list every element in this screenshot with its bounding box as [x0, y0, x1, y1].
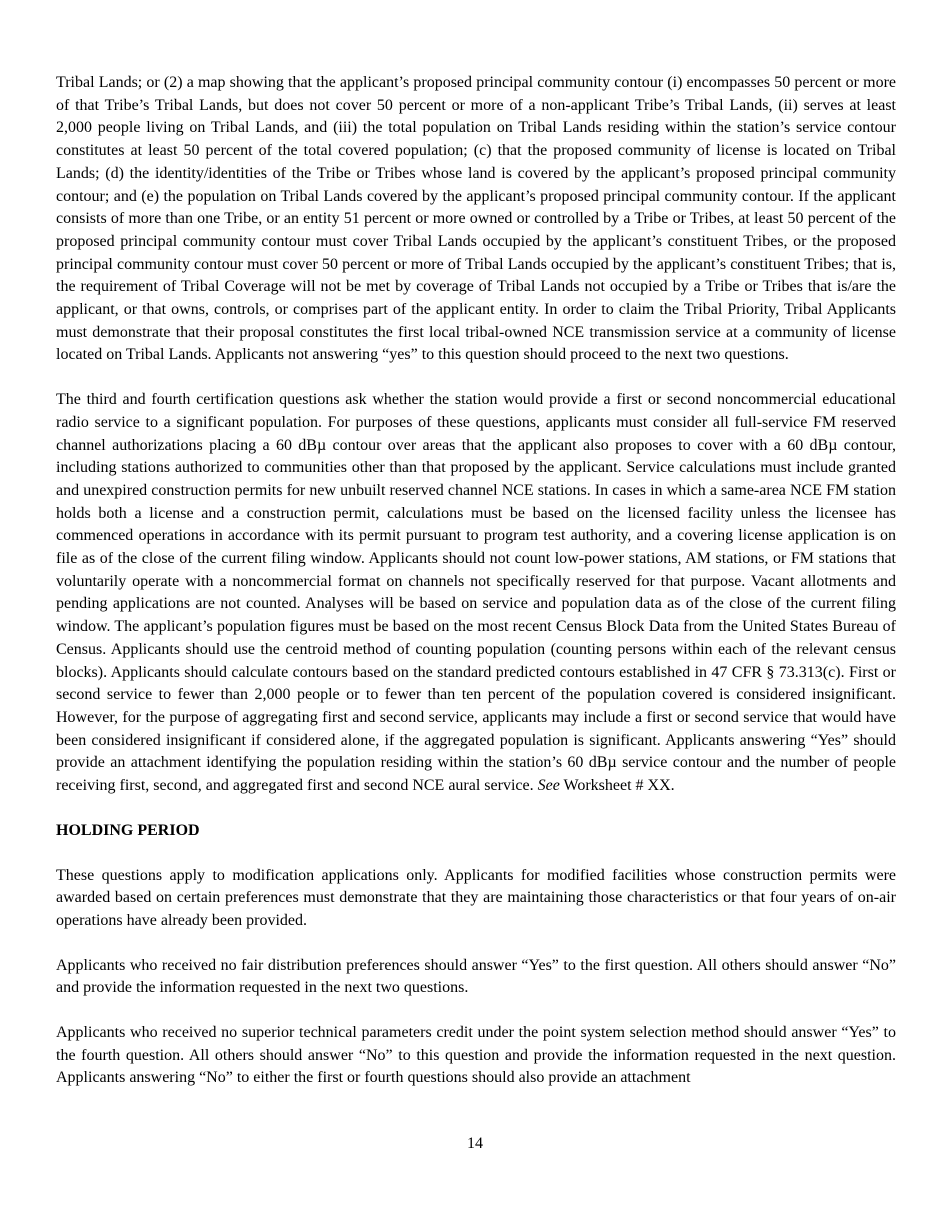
paragraph-tribal-lands: Tribal Lands; or (2) a map showing that the applicant’s proposed principal community contour (i) encompasses 50 percent or more of that Tribe’s Tribal Lands, but does not cover 50 percent or more of a non-applicant Tribe’s Tribal Lands, (ii) serves at least 2,000 people living on Tribal Lands, and (iii) the total population on Tribal Lands residing within the station’s service contour constitutes at least 50 percent of the total covered population; (c) that the proposed community of license is located on Tribal Lands; (d) the identity/identities of the Tribe or Tribes whose land is covered by the applicant’s proposed principal community contour; and (e) the population on Tribal Lands covered by the applicant’s proposed principal community contour. If the applicant consists of more than one Tribe, or an entity 51 percent or more owned or controlled by a Tribe or Tribes, at least 50 percent of the proposed principal community contour must cover Tribal Lands occupied by the applicant’s constituent Tribes, or the proposed principal community contour must cover 50 percent or more of Tribal Lands occupied by the applicant’s constituent Tribes; that is, the requirement of Tribal Coverage will not be met by coverage of Tribal Lands not occupied by a Tribe or Tribes that is/are the applicant, or that owns, controls, or comprises part of the applicant entity. In order to claim the Tribal Priority, Tribal Applicants must demonstrate that their proposal constitutes the first local tribal-owned NCE transmission service at a community of license located on Tribal Lands. Applicants not answering “yes” to this question should proceed to the next two questions. — [56, 74, 896, 364]
worksheet-reference: Worksheet # XX. — [559, 777, 675, 795]
paragraph-technical-parameters: Applicants who received no superior technical parameters credit under the point system selection method should answer “Yes” to the fourth question. All others should answer “No” to this question and provide the information requested in the next question. Applicants answering “No” to either the first or fourth questions should also provide an attachment — [56, 1024, 896, 1087]
document-page — [56, 72, 896, 1112]
paragraph-modification-applications: These questions apply to modification applications only. Applicants for modified facilities whose construction permits were awarded based on certain preferences must demonstrate that they are maintaining those characteristics or that four years of on-air operations have already been provided. — [56, 866, 896, 929]
paragraph-certification-questions — [56, 389, 896, 798]
see-reference: See — [537, 777, 560, 795]
paragraph-certification-text: The third and fourth certification questions ask whether the station would provide a first or second noncommercial educational radio service to a significant population. For purposes of these questions, applicants must consider all full-service FM reserved channel authorizations placing a 60 dBµ contour over areas that the applicant also proposes to cover with a 60 dBµ contour, including stations authorized to communities other than that proposed by the applicant. Service calculations must include granted and unexpired construction permits for new unbuilt reserved channel NCE stations. In cases in which a same-area NCE FM station holds both a license and a construction permit, calculations must be based on the licensed facility unless the licensee has commenced operations in accordance with its permit pursuant to program test authority, and a covering license application is on file as of the close of the current filing window. Applicants should not count low-power stations, AM stations, or FM stations that voluntarily operate with a noncommercial format on channels not specifically reserved for that purpose. Vacant allotments and pending applications are not counted. Analyses will be based on service and population data as of the close of the current filing window. The applicant’s population figures must be based on the most recent Census Block Data from the United States Bureau of Census. Applicants should use the centroid method of counting population (counting persons within each of the relevant census blocks). Applicants should calculate contours based on the standard predicted contours established in 47 CFR § 73.313(c). First or second service to fewer than 2,000 people or to fewer than ten percent of the population covered is considered insignificant. However, for the purpose of aggregating first and second service, applicants may include a first or second service that would have been considered insignificant if considered alone, if the aggregated population is significant. Applicants answering “Yes” should provide an attachment identifying the population residing within the station’s 60 dBµ service contour and the number of people receiving first, second, and aggregated first and second NCE aural service. — [56, 391, 896, 795]
section-heading-holding-period: HOLDING PERIOD — [56, 821, 200, 839]
page-number: 14 — [467, 1135, 483, 1152]
paragraph-fair-distribution: Applicants who received no fair distribution preferences should answer “Yes” to the first question. All others should answer “No” and provide the information requested in the next two questions. — [56, 956, 896, 997]
